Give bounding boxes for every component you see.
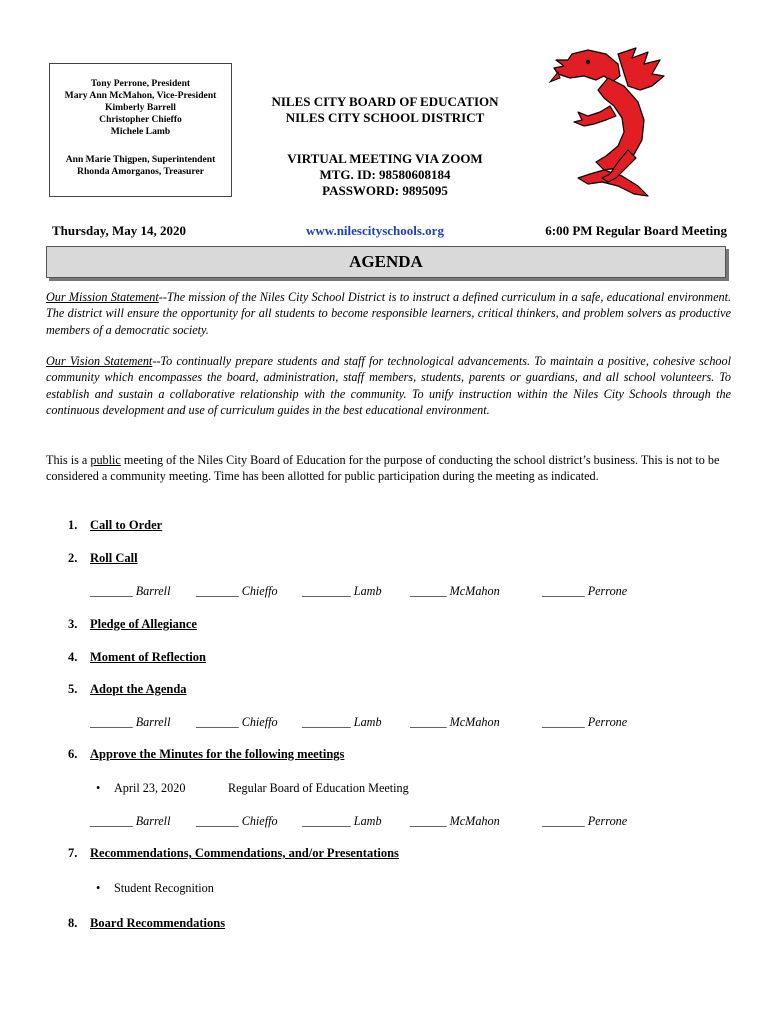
notice-text: meeting of the Niles City Board of Education for the purpose of conducting the school district’s business. This is not to be considered a community meeting. Time has been allotted for public participation during the meeting as indicated. bbox=[46, 453, 720, 484]
vote-lamb: ________ Lamb bbox=[302, 584, 382, 598]
agenda-item bbox=[68, 518, 162, 533]
mission-text: --The mission of the Niles City School District is to instruct a defined curriculum in a safe, educational environment. The district will ensure the opportunity for all students to become responsible learners, critical thinkers, and problem solvers as productive members of a democratic society. bbox=[46, 290, 731, 337]
zoom-password: PASSWORD: 9895095 bbox=[322, 183, 448, 198]
item-label: Approve the Minutes for the following meetings bbox=[90, 747, 345, 761]
recognition-text: Student Recognition bbox=[114, 881, 214, 895]
website-link[interactable]: www.nilescityschools.org bbox=[306, 223, 444, 238]
vote-chieffo: _______ Chieffo bbox=[196, 584, 278, 598]
agenda-item bbox=[68, 916, 225, 931]
officer-line: Rhonda Amorganos, Treasurer bbox=[77, 166, 204, 177]
vote-chieffo: _______ Chieffo bbox=[196, 715, 278, 729]
mission-statement bbox=[46, 289, 731, 338]
vote-lamb: ________ Lamb bbox=[302, 814, 382, 828]
meeting-time: 6:00 PM Regular Board Meeting bbox=[545, 223, 727, 238]
vote-barrell: _______ Barrell bbox=[90, 584, 171, 598]
minutes-bullet bbox=[96, 781, 409, 796]
vote-mcmahon: ______ McMahon bbox=[410, 584, 500, 598]
zoom-info bbox=[250, 151, 520, 199]
item-number: 1. bbox=[68, 518, 78, 532]
dragon-logo bbox=[548, 46, 668, 204]
meeting-date: Thursday, May 14, 2020 bbox=[52, 223, 186, 238]
meeting-info-line bbox=[52, 223, 732, 241]
vote-perrone: _______ Perrone bbox=[542, 584, 628, 598]
agenda-item bbox=[68, 747, 344, 762]
agenda-item bbox=[68, 846, 399, 861]
bullet-icon: • bbox=[96, 781, 101, 795]
bullet-icon: • bbox=[96, 881, 101, 895]
item-number: 6. bbox=[68, 747, 78, 761]
vote-barrell: _______ Barrell bbox=[90, 814, 171, 828]
vote-barrell: _______ Barrell bbox=[90, 715, 171, 729]
vote-chieffo: _______ Chieffo bbox=[196, 814, 278, 828]
board-members bbox=[50, 78, 231, 138]
roll-call-row bbox=[90, 814, 650, 830]
vote-perrone: _______ Perrone bbox=[542, 715, 628, 729]
officer-line: Michele Lamb bbox=[110, 126, 171, 137]
officer-line: Christopher Chieffo bbox=[99, 114, 182, 125]
mission-label: Our Mission Statement bbox=[46, 290, 159, 304]
recognition-bullet bbox=[96, 881, 214, 896]
item-label: Board Recommendations bbox=[90, 916, 226, 930]
item-number: 4. bbox=[68, 650, 78, 664]
vote-mcmahon: ______ McMahon bbox=[410, 715, 500, 729]
agenda-title: AGENDA bbox=[46, 246, 726, 278]
public-word: public bbox=[90, 453, 121, 467]
agenda-item bbox=[68, 650, 206, 665]
item-label: Pledge of Allegiance bbox=[90, 617, 197, 631]
minutes-date: April 23, 2020 bbox=[114, 781, 186, 795]
district-name: NILES CITY SCHOOL DISTRICT bbox=[285, 110, 485, 125]
officer-line: Mary Ann McMahon, Vice-President bbox=[64, 90, 217, 101]
agenda-item bbox=[68, 617, 197, 632]
vote-mcmahon: ______ McMahon bbox=[410, 814, 500, 828]
item-label: Moment of Reflection bbox=[90, 650, 206, 664]
item-label: Recommendations, Commendations, and/or Presentations bbox=[90, 846, 399, 860]
officer-line: Kimberly Barrell bbox=[105, 102, 176, 113]
item-number: 3. bbox=[68, 617, 78, 631]
item-number: 2. bbox=[68, 551, 78, 565]
officers-box bbox=[49, 63, 232, 197]
item-number: 5. bbox=[68, 682, 78, 696]
officer-line: Ann Marie Thigpen, Superintendent bbox=[65, 154, 216, 165]
vision-label: Our Vision Statement bbox=[46, 354, 153, 368]
public-notice bbox=[46, 452, 731, 485]
zoom-meeting-id: MTG. ID: 98580608184 bbox=[319, 167, 451, 182]
agenda-item bbox=[68, 682, 187, 697]
zoom-title: VIRTUAL MEETING VIA ZOOM bbox=[287, 151, 483, 166]
item-label: Roll Call bbox=[90, 551, 138, 565]
roll-call-row bbox=[90, 584, 650, 600]
administrators bbox=[50, 154, 231, 178]
item-number: 8. bbox=[68, 916, 78, 930]
item-label: Adopt the Agenda bbox=[90, 682, 187, 696]
item-label: Call to Order bbox=[90, 518, 163, 532]
roll-call-row bbox=[90, 715, 650, 731]
item-number: 7. bbox=[68, 846, 78, 860]
org-heading bbox=[250, 94, 520, 199]
officer-line: Tony Perrone, President bbox=[90, 78, 191, 89]
notice-text: This is a bbox=[46, 453, 91, 467]
vision-statement bbox=[46, 353, 731, 418]
board-name: NILES CITY BOARD OF EDUCATION bbox=[271, 94, 499, 109]
vote-perrone: _______ Perrone bbox=[542, 814, 628, 828]
vision-text: --To continually prepare students and staff for technological advancements. To maintain a positive, cohesive school community which encompasses the board, administration, staff members, students, parents or guardians, and all school volunteers. To establish and sustain a collaborative relationship with the community. To unify instruction within the Niles City Schools through the continuous development and use of curriculum guides in the best educational environment. bbox=[46, 354, 731, 417]
vote-lamb: ________ Lamb bbox=[302, 715, 382, 729]
agenda-item bbox=[68, 551, 138, 566]
minutes-description: Regular Board of Education Meeting bbox=[228, 781, 409, 795]
